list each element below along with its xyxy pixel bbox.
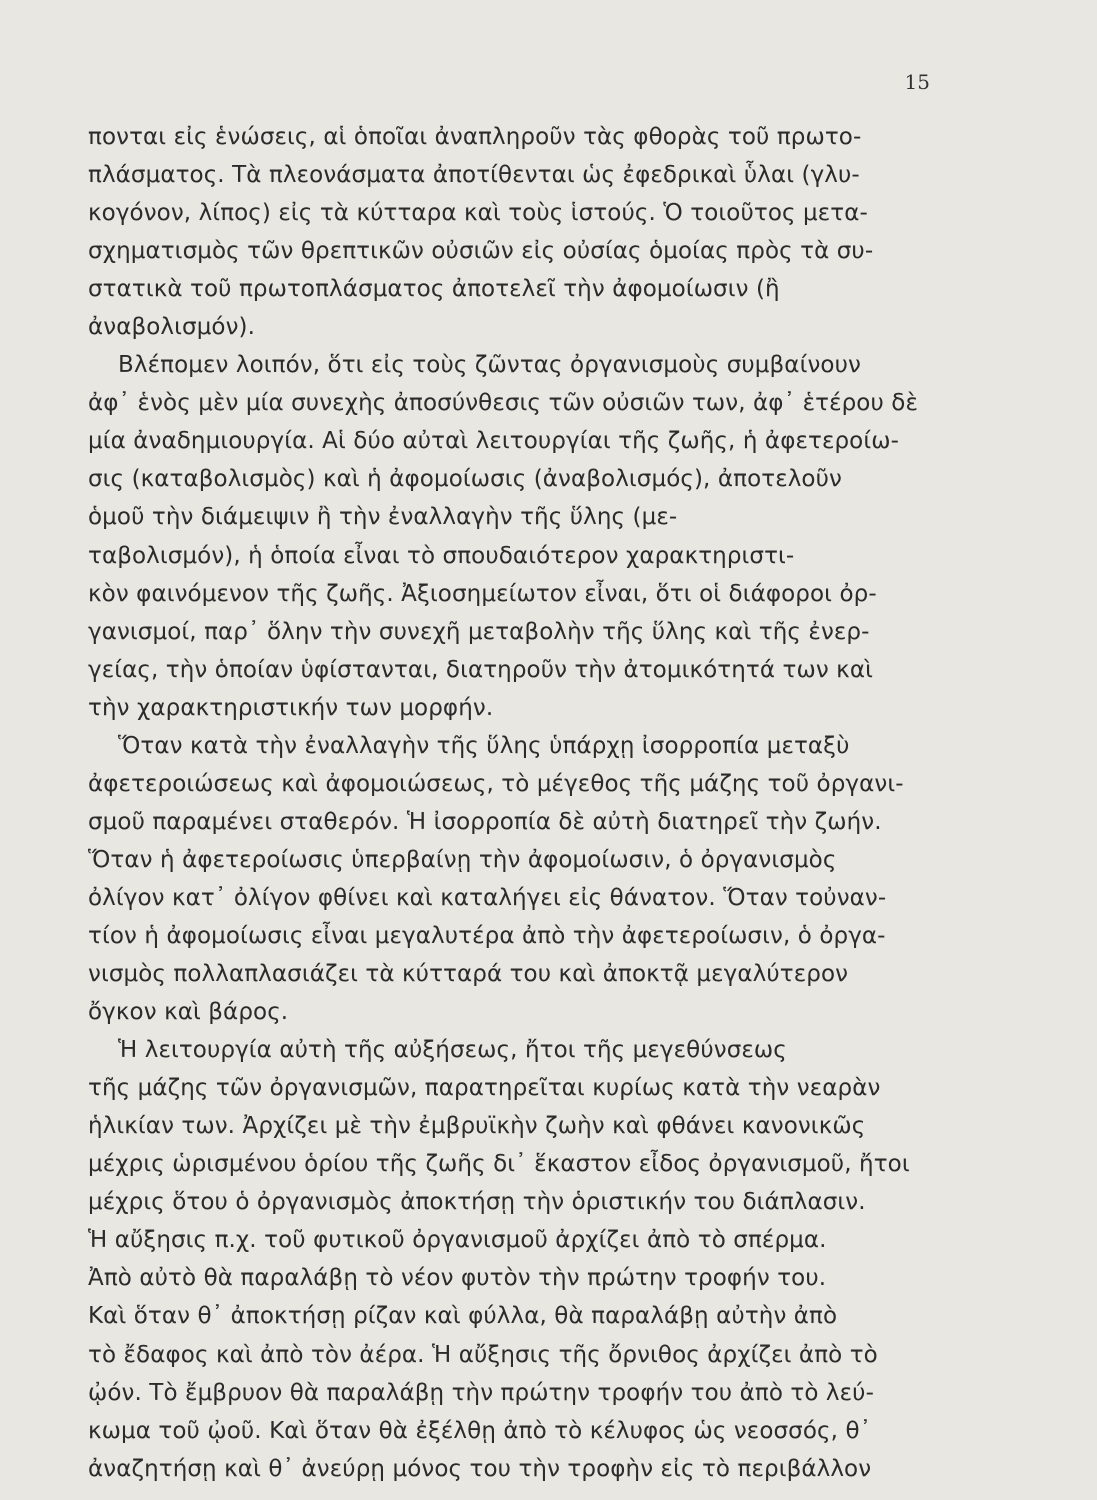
text-line: τὸ ἔδαφος καὶ ἀπὸ τὸν ἀέρα. Ἡ αὔξησις τῆς ὄρνιθος ἀρχίζει ἀπὸ τὸ bbox=[88, 1341, 878, 1368]
text-line: γείας, τὴν ὁποίαν ὑφίστανται, διατηροῦν τὴν ἀτομικότητά των καὶ bbox=[88, 656, 873, 683]
body-text bbox=[88, 118, 968, 1488]
text-line: ἀναζητήσῃ καὶ θ᾽ ἀνεύρῃ μόνος του τὴν τροφὴν εἰς τὸ περιβάλλον bbox=[88, 1455, 872, 1482]
text-line: ᾠόν. Τὸ ἔμβρυον θὰ παραλάβῃ τὴν πρώτην τροφήν του ἀπὸ τὸ λεύ- bbox=[88, 1379, 874, 1406]
text-line: Ἀπὸ αὐτὸ θὰ παραλάβῃ τὸ νέον φυτὸν τὴν πρώτην τροφήν του. bbox=[88, 1265, 827, 1292]
page-number: 15 bbox=[904, 70, 930, 94]
text-line: στατικὰ τοῦ πρωτοπλάσματος ἀποτελεῖ τὴν ἀφομοίωσιν (ἢ bbox=[88, 276, 780, 303]
text-line: πλάσματος. Τὰ πλεονάσματα ἀποτίθενται ὡς ἐφεδρικαὶ ὗλαι (γλυ- bbox=[88, 162, 860, 189]
text-line: κογόνον, λίπος) εἰς τὰ κύτταρα καὶ τοὺς ἱστούς. Ὁ τοιοῦτος μετα- bbox=[88, 200, 868, 227]
text-line: μέχρις ὡρισμένου ὁρίου τῆς ζωῆς δι᾽ ἕκαστον εἶδος ὀργανισμοῦ, ἤτοι bbox=[88, 1151, 910, 1178]
text-line: ὄγκον καὶ βάρος. bbox=[88, 999, 289, 1026]
text-line: Καὶ ὅταν θ᾽ ἀποκτήσῃ ρίζαν καὶ φύλλα, θὰ παραλάβῃ αὐτὴν ἀπὸ bbox=[88, 1303, 838, 1330]
text-line: νισμὸς πολλαπλασιάζει τὰ κύτταρά του καὶ ἀποκτᾷ μεγαλύτερον bbox=[88, 961, 849, 988]
text-line: Ὅταν ἡ ἀφετεροίωσις ὑπερβαίνῃ τὴν ἀφομοίωσιν, ὁ ὀργανισμὸς bbox=[88, 846, 837, 873]
text-line: Ἡ λειτουργία αὐτὴ τῆς αὐξήσεως, ἤτοι τῆς μεγεθύνσεως bbox=[118, 1037, 787, 1064]
text-line: μία ἀναδημιουργία. Αἱ δύο αὐταὶ λειτουργίαι τῆς ζωῆς, ἡ ἀφετεροίω- bbox=[88, 428, 899, 455]
text-line: κὸν φαινόμενον τῆς ζωῆς. Ἀξιοσημείωτον εἶναι, ὅτι οἱ διάφοροι ὀρ- bbox=[88, 580, 877, 607]
text-line: τῆς μάζης τῶν ὀργανισμῶν, παρατηρεῖται κυρίως κατὰ τὴν νεαρὰν bbox=[88, 1075, 881, 1102]
text-line: ὀλίγον κατ᾽ ὀλίγον φθίνει καὶ καταλήγει εἰς θάνατον. Ὅταν τοὐναν- bbox=[88, 884, 887, 911]
text-line: τίον ἡ ἀφομοίωσις εἶναι μεγαλυτέρα ἀπὸ τὴν ἀφετεροίωσιν, ὁ ὀργα- bbox=[88, 922, 886, 949]
text-line: ὁμοῦ τὴν διάμειψιν ἢ τὴν ἐναλλαγὴν τῆς ὕλης (με- bbox=[88, 504, 678, 531]
text-line: Βλέπομεν λοιπόν, ὅτι εἰς τοὺς ζῶντας ὀργανισμοὺς συμβαίνουν bbox=[118, 352, 861, 379]
text-line: τὴν χαρακτηριστικήν των μορφήν. bbox=[88, 694, 494, 721]
text-line: ἀφετεροιώσεως καὶ ἀφομοιώσεως, τὸ μέγεθος τῆς μάζης τοῦ ὀργανι- bbox=[88, 770, 904, 797]
text-line: σις (καταβολισμὸς) καὶ ἡ ἀφομοίωσις (ἀναβολισμός), ἀποτελοῦν bbox=[88, 466, 842, 493]
text-line: ταβολισμόν), ἡ ὁποία εἶναι τὸ σπουδαιότερον χαρακτηριστι- bbox=[88, 542, 795, 569]
text-line: Ὅταν κατὰ τὴν ἐναλλαγὴν τῆς ὕλης ὑπάρχῃ ἰσορροπία μεταξὺ bbox=[118, 732, 850, 759]
text-line: γανισμοί, παρ᾽ ὅλην τὴν συνεχῆ μεταβολὴν τῆς ὕλης καὶ τῆς ἐνερ- bbox=[88, 618, 870, 645]
text-line: ἡλικίαν των. Ἀρχίζει μὲ τὴν ἐμβρυϊκὴν ζωὴν καὶ φθάνει κανονικῶς bbox=[88, 1113, 866, 1140]
text-line: Ἡ αὔξησις π.χ. τοῦ φυτικοῦ ὀργανισμοῦ ἀρχίζει ἀπὸ τὸ σπέρμα. bbox=[88, 1227, 827, 1254]
text-line: σχηματισμὸς τῶν θρεπτικῶν οὐσιῶν εἰς οὐσίας ὁμοίας πρὸς τὰ συ- bbox=[88, 238, 874, 265]
text-line: ἀφ᾽ ἑνὸς μὲν μία συνεχὴς ἀποσύνθεσις τῶν οὐσιῶν των, ἀφ᾽ ἑτέρου δὲ bbox=[88, 390, 918, 417]
text-line: ἀναβολισμόν). bbox=[88, 314, 256, 341]
text-line: πονται εἰς ἑνώσεις, αἱ ὁποῖαι ἀναπληροῦν τὰς φθορὰς τοῦ πρωτο- bbox=[88, 124, 862, 150]
text-line: κωμα τοῦ ᾠοῦ. Καὶ ὅταν θὰ ἐξέλθῃ ἀπὸ τὸ κέλυφος ὡς νεοσσός, θ᾽ bbox=[88, 1417, 872, 1444]
text-line: μέχρις ὅτου ὁ ὀργανισμὸς ἀποκτήσῃ τὴν ὁριστικήν του διάπλασιν. bbox=[88, 1189, 866, 1216]
text-line: σμοῦ παραμένει σταθερόν. Ἡ ἰσορροπία δὲ αὐτὴ διατηρεῖ τὴν ζωήν. bbox=[88, 808, 882, 835]
